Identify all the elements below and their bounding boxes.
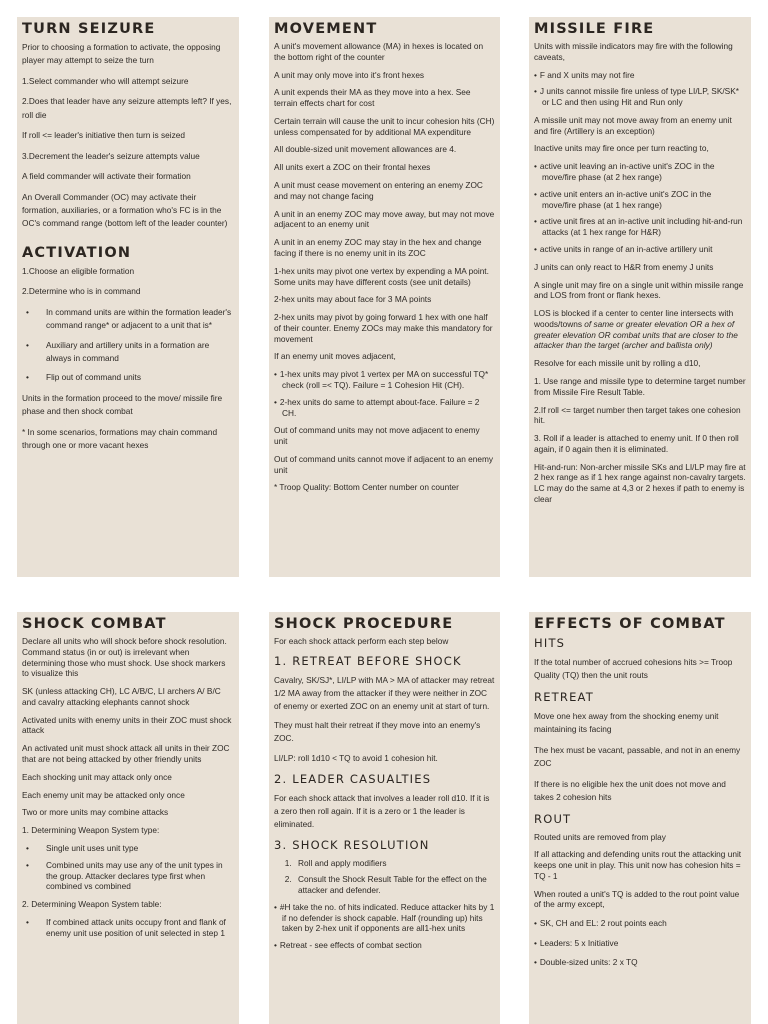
rout-heading: ROUT bbox=[534, 811, 572, 826]
turn-seizure-text: A field commander will activate their formation bbox=[22, 171, 191, 182]
shock-combat-text: 2. Determining Weapon System table: bbox=[22, 899, 162, 910]
list-item: • Flip out of command units bbox=[22, 371, 234, 384]
list-item: • SK, CH and EL: 2 rout points each bbox=[534, 917, 746, 930]
list-item: 2. Consult the Shock Result Table for the effect on the attacker and defender. bbox=[294, 874, 495, 896]
effects-of-combat-title: EFFECTS OF COMBAT bbox=[534, 616, 726, 632]
card-movement bbox=[269, 17, 500, 577]
movement-text: 2-hex units may pivot by going forward 1 hex with one half of their counter. Enemy ZOCs may make this mandatory for movement bbox=[274, 312, 493, 344]
shock-resolution-steps bbox=[274, 858, 495, 896]
list-item: • active unit enters an in-active unit's ZOC in the move/fire phase (at 1 hex range) bbox=[534, 189, 746, 211]
list-item: • Single unit uses unit type bbox=[22, 843, 234, 854]
list-item: • #H take the no. of hits indicated. Reduce attacker hits by 1 if no defender is shock capable. Half (rounding up) hits taken by 2-hex unit if opponents are all1-hex units bbox=[274, 902, 495, 934]
card-effects-of-combat bbox=[529, 612, 751, 1024]
effects-text: When routed a unit's TQ is added to the rout point value of the army except, bbox=[534, 888, 740, 910]
list-item: • active unit fires at an in-active unit including hit-and-run attacks (at 1 hex range for H&R) bbox=[534, 216, 746, 238]
shock-procedure-title: SHOCK PROCEDURE bbox=[274, 616, 454, 632]
shock-combat-text: An activated unit must shock attack all units in their ZOC that are not being attacked by other friendly units bbox=[22, 743, 230, 765]
activation-text: Units in the formation proceed to the move/ missile fire phase and then shock combat bbox=[22, 392, 223, 417]
card-missile-fire bbox=[529, 17, 751, 577]
los-rule-italic: of same or greater elevation OR a hex of greater elevation OR combat units that are closer to the attacker than the target (archer and ballista only) bbox=[534, 318, 738, 351]
list-item: • In command units are within the formation leader's command range* or adjacent to a unit that is* bbox=[22, 306, 234, 333]
leader-casualties-heading: 2. LEADER CASUALTIES bbox=[274, 771, 432, 786]
activation-text: 1.Choose an eligible formation bbox=[22, 265, 135, 276]
los-rule-start: LOS is blocked if a center to center line intersects with woods/towns bbox=[534, 308, 734, 329]
shock-procedure-text: Cavalry, SK/SJ*, LI/LP with MA > MA of attacker may retreat 1/2 MA away from the attacker if they were neither in ZOC of enemy or exerted ZOC on an enemy unit at start of turn. bbox=[274, 674, 495, 711]
missile-fire-text: A missile unit may not move away from an enemy unit and fire (Artillery is an exception) bbox=[534, 114, 732, 136]
shock-combat-list bbox=[22, 917, 234, 939]
list-item: 1. Roll and apply modifiers bbox=[294, 858, 495, 869]
missile-fire-list bbox=[534, 70, 746, 108]
missile-fire-title: MISSILE FIRE bbox=[534, 21, 655, 37]
activation-text: 2.Determine who is in command bbox=[22, 286, 141, 297]
movement-text: Certain terrain will cause the unit to incur cohesion hits (CH) unless compensated for by additional MA expenditure bbox=[274, 115, 495, 137]
list-item: • 1-hex units may pivot 1 vertex per MA on successful TQ* check (roll =< TQ). Failure = 1 Cohesion Hit (CH). bbox=[274, 369, 495, 391]
card-shock-procedure bbox=[269, 612, 500, 1024]
effects-text: If all attacking and defending units rout the attacking unit keeps one unit in play. This unit now has cohesion hits = TQ - 1 bbox=[534, 849, 742, 881]
movement-text: All units exert a ZOC on their frontal hexes bbox=[274, 162, 431, 173]
retreat-heading: RETREAT bbox=[534, 689, 594, 704]
turn-seizure-text: Prior to choosing a formation to activate, the opposing player may attempt to seize the turn bbox=[22, 42, 221, 66]
movement-text: A unit in an enemy ZOC may stay in the hex and change facing if there is no enemy unit in its ZOC bbox=[274, 237, 482, 258]
effects-text: Move one hex away from the shocking enemy unit maintaining its facing bbox=[534, 710, 719, 735]
list-item: • J units cannot missile fire unless of type LI/LP, SK/SK* or LC and then using Hit and Run only bbox=[534, 86, 746, 108]
list-item: • active units in range of an in-active artillery unit bbox=[534, 244, 746, 255]
shock-resolution-heading: 3. SHOCK RESOLUTION bbox=[274, 837, 430, 852]
missile-fire-text: Units with missile indicators may fire with the following caveats, bbox=[534, 41, 733, 62]
los-rule bbox=[534, 308, 746, 351]
activation-list bbox=[22, 306, 234, 385]
missile-fire-text: Resolve for each missile unit by rolling a d10, bbox=[534, 358, 701, 369]
activation-text: * In some scenarios, formations may chain command through one or more vacant hexes bbox=[22, 426, 218, 451]
movement-text: 1-hex units may pivot one vertex by expending a MA point. Some units may have different costs (see unit details) bbox=[274, 265, 489, 287]
shock-resolution-list bbox=[274, 902, 495, 951]
movement-text: A unit's movement allowance (MA) in hexes is located on the bottom right of the counter bbox=[274, 41, 484, 62]
movement-text: A unit expends their MA as they move into a hex. See terrain effects chart for cost bbox=[274, 87, 471, 109]
movement-text: A unit may only move into it's front hexes bbox=[274, 69, 425, 80]
turn-seizure-text: 2.Does that leader have any seizure attempts left? If yes, roll die bbox=[22, 96, 232, 120]
effects-text: If there is no eligible hex the unit does not move and takes 2 cohesion hits bbox=[534, 778, 726, 803]
shock-procedure-text: For each shock attack that involves a leader roll d10. If it is a zero then roll again. If it is a zero or 1 the leader is eliminated. bbox=[274, 792, 490, 829]
shock-combat-text: Activated units with enemy units in their ZOC must shock attack bbox=[22, 714, 232, 736]
shock-combat-text: SK (unless attacking CH), LC A/B/C, LI archers A/ B/C and cavalry attacking elephants cannot shock bbox=[22, 686, 221, 707]
turn-seizure-text: If roll <= leader's initiative then turn is seized bbox=[22, 130, 185, 141]
list-item: • F and X units may not fire bbox=[534, 70, 746, 81]
activation-title: ACTIVATION bbox=[22, 244, 132, 261]
shock-combat-text: Each enemy unit may be attacked only once bbox=[22, 789, 185, 800]
effects-text: Routed units are removed from play bbox=[534, 831, 666, 842]
shock-procedure-text: For each shock attack perform each step below bbox=[274, 636, 449, 646]
list-item: • Leaders: 5 x Initiative bbox=[534, 937, 746, 950]
movement-text: All double-sized unit movement allowances are 4. bbox=[274, 144, 457, 155]
rout-points-list bbox=[534, 917, 746, 969]
turn-seizure-text: 3.Decrement the leader's seizure attempts value bbox=[22, 150, 200, 161]
missile-fire-text: 1. Use range and missile type to determine target number from Missile Fire Result Table. bbox=[534, 375, 746, 397]
movement-text: Out of command units cannot move if adjacent to an enemy unit bbox=[274, 453, 494, 475]
shock-combat-text: 1. Determining Weapon System type: bbox=[22, 825, 160, 836]
movement-list bbox=[274, 369, 495, 418]
hits-heading: HITS bbox=[534, 636, 566, 650]
missile-fire-text: A single unit may fire on a single unit within missile range and LOS from front or flank hexes. bbox=[534, 279, 744, 301]
list-item: • Combined units may use any of the unit types in the group. Attacker declares type first when combined vs combined bbox=[22, 860, 234, 892]
shock-combat-list bbox=[22, 843, 234, 892]
effects-text: The hex must be vacant, passable, and not in an enemy ZOC bbox=[534, 744, 741, 769]
missile-fire-text: Hit-and-run: Non-archer missile SKs and LI/LP may fire at 2 hex range as if 1 hex range against non-cavalry targets. LC may do the same at 4,3 or 2 hexes if path to enemy is clear bbox=[534, 461, 746, 504]
list-item: • If combined attack units occupy front and flank of enemy unit use position of unit selected in step 1 bbox=[22, 917, 234, 939]
movement-text: Out of command units may not move adjacent to enemy unit bbox=[274, 425, 480, 447]
retreat-before-shock-heading: 1. RETREAT BEFORE SHOCK bbox=[274, 653, 462, 668]
card-turn-seizure bbox=[17, 17, 239, 577]
missile-fire-text: J units can only react to H&R from enemy J units bbox=[534, 261, 714, 272]
list-item: • 2-hex units do same to attempt about-face. Failure = 2 CH. bbox=[274, 397, 495, 419]
turn-seizure-text: An Overall Commander (OC) may activate their formation, auxiliaries, or a formation who's FC is in the OC's command range (bottom left of the leader counter) bbox=[22, 191, 228, 229]
movement-text: 2-hex units may about face for 3 MA points bbox=[274, 294, 432, 305]
card-shock-combat bbox=[17, 612, 239, 1024]
list-item: • Auxiliary and artillery units in a formation are always in command bbox=[22, 339, 234, 366]
shock-combat-text: Declare all units who will shock before shock resolution. Command status (in or out) is irrelevant when determining those who must shock. Use shock markers to visualize this bbox=[22, 636, 227, 679]
missile-fire-text: 3. Roll if a leader is attached to enemy unit. If 0 then roll again, if 0 again then it is eliminated. bbox=[534, 433, 739, 454]
missile-fire-text: 2.If roll <= target number then target takes one cohesion hit. bbox=[534, 404, 741, 426]
shock-combat-title: SHOCK COMBAT bbox=[22, 616, 167, 632]
movement-text: A unit in an enemy ZOC may move away, but may not move adjacent to an enemy unit bbox=[274, 208, 495, 230]
movement-title: MOVEMENT bbox=[274, 21, 378, 37]
effects-text: If the total number of accrued cohesions hits >= Troop Quality (TQ) then the unit routs bbox=[534, 657, 733, 681]
missile-fire-text: Inactive units may fire once per turn reacting to, bbox=[534, 143, 709, 154]
shock-combat-text: Each shocking unit may attack only once bbox=[22, 771, 172, 782]
list-item: • Double-sized units: 2 x TQ bbox=[534, 956, 746, 969]
shock-procedure-text: LI/LP: roll 1d10 < TQ to avoid 1 cohesion hit. bbox=[274, 753, 438, 764]
movement-text: If an enemy unit moves adjacent, bbox=[274, 351, 396, 362]
turn-seizure-text: 1.Select commander who will attempt seizure bbox=[22, 75, 189, 86]
turn-seizure-title: TURN SEIZURE bbox=[22, 21, 156, 37]
missile-fire-list bbox=[534, 161, 746, 254]
movement-text: A unit must cease movement on entering an enemy ZOC and may not change facing bbox=[274, 180, 483, 201]
shock-combat-text: Two or more units may combine attacks bbox=[22, 807, 169, 818]
list-item: • Retreat - see effects of combat section bbox=[274, 940, 495, 951]
movement-text: * Troop Quality: Bottom Center number on counter bbox=[274, 482, 459, 493]
list-item: • active unit leaving an in-active unit's ZOC in the move/fire phase (at 2 hex range) bbox=[534, 161, 746, 183]
shock-procedure-text: They must halt their retreat if they move into an enemy's ZOC. bbox=[274, 720, 481, 744]
